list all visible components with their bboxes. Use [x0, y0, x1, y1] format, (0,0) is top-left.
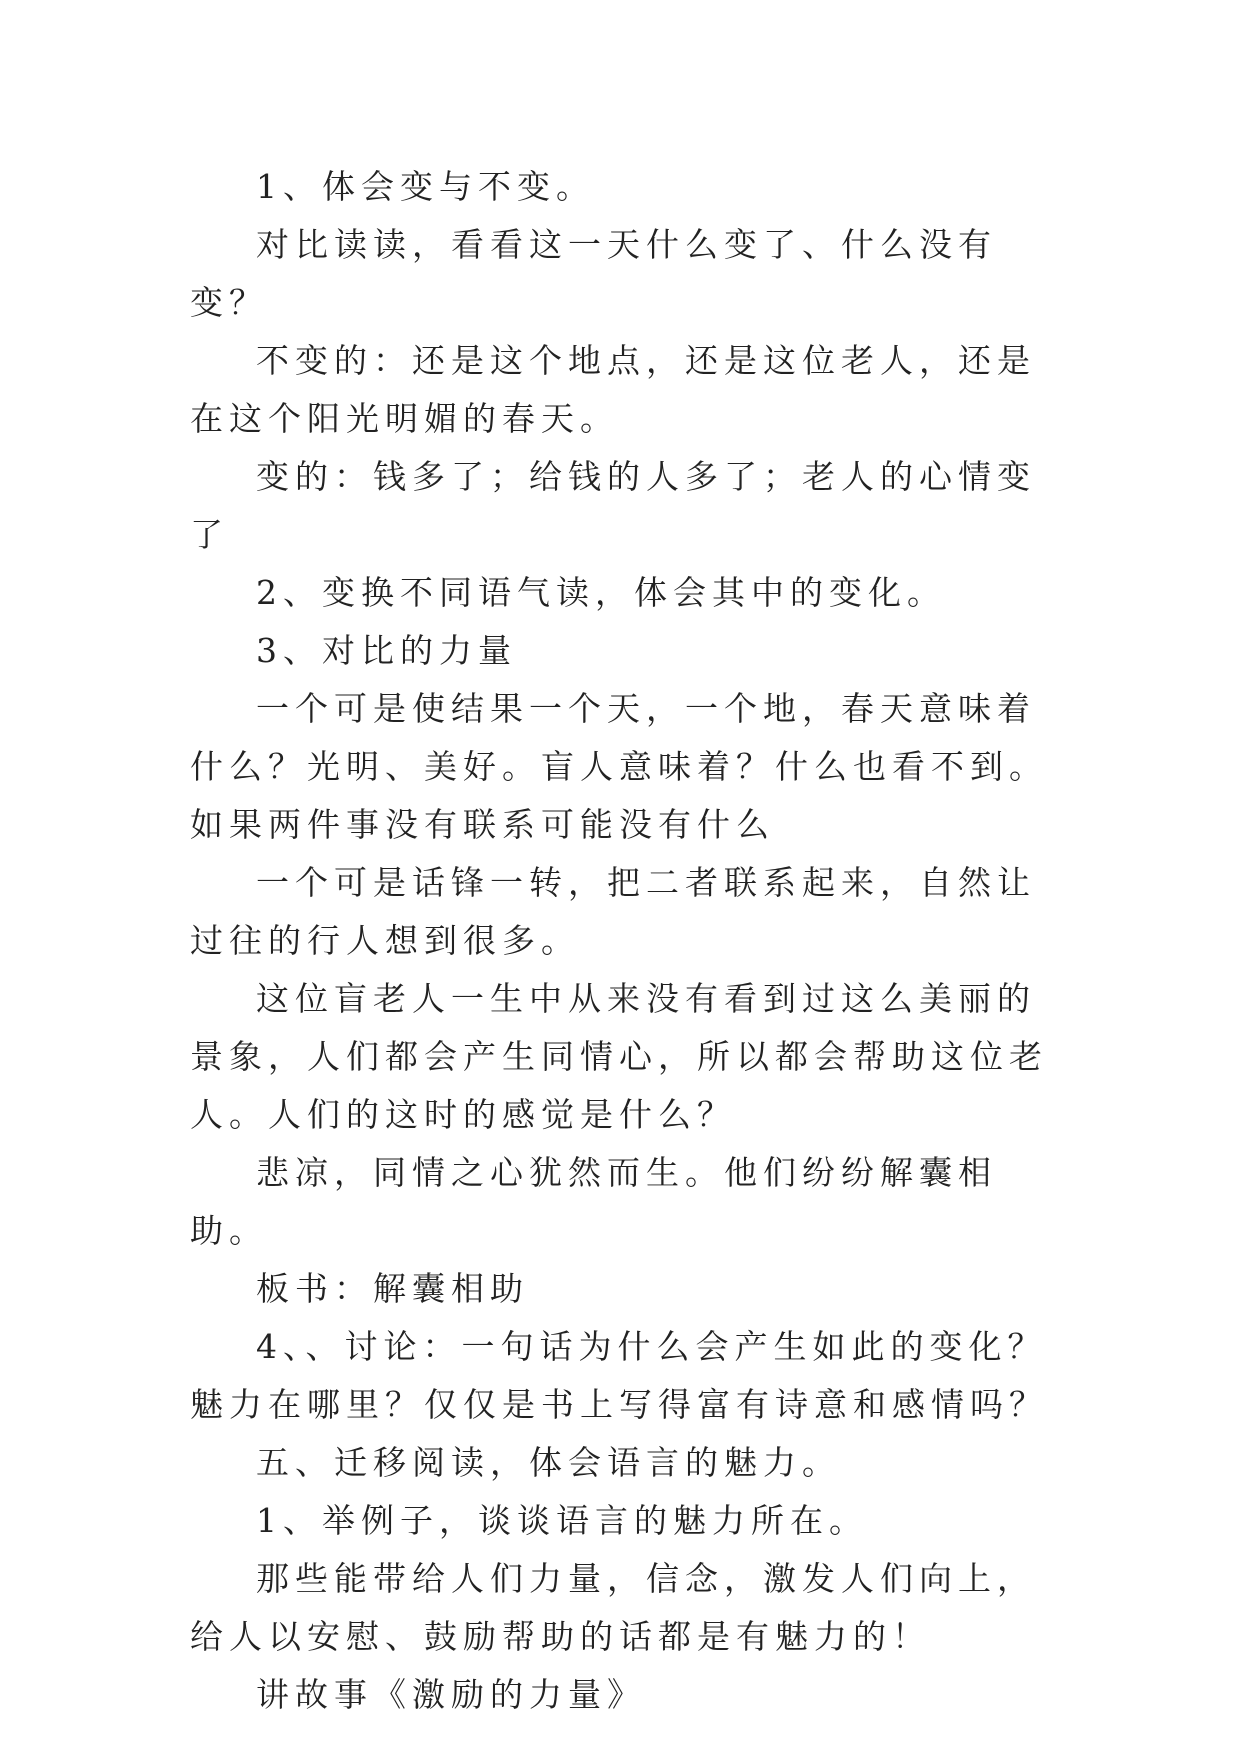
paragraph: 对比读读，看看这一天什么变了、什么没有变？: [190, 225, 997, 322]
paragraph: 2、变换不同语气读，体会其中的变化。: [256, 573, 946, 612]
paragraph: 1、举例子，谈谈语言的魅力所在。: [256, 1501, 868, 1540]
paragraph: 悲凉，同情之心犹然而生。他们纷纷解囊相助。: [190, 1153, 997, 1250]
paragraph: 五、迁移阅读，体会语言的魅力。: [256, 1443, 841, 1482]
paragraph: 3、对比的力量: [256, 631, 517, 670]
paragraph: 不变的：还是这个地点，还是这位老人，还是在这个阳光明媚的春天。: [190, 341, 1036, 438]
paragraph: 这位盲老人一生中从来没有看到过这么美丽的景象，人们都会产生同情心，所以都会帮助这位老人。人们的这时的感觉是什么？: [190, 979, 1048, 1134]
paragraph: 1、体会变与不变。: [256, 167, 595, 206]
paragraph: 那些能带给人们力量，信念，激发人们向上，给人以安慰、鼓励帮助的话都是有魅力的！: [190, 1559, 1036, 1656]
paragraph: 变的：钱多了；给钱的人多了；老人的心情变了: [190, 457, 1036, 554]
paragraph: 板书：解囊相助: [256, 1269, 529, 1308]
paragraph: 一个可是使结果一个天，一个地，春天意味着什么？光明、美好。盲人意味着？什么也看不到。如果两件事没有联系可能没有什么: [190, 689, 1048, 844]
paragraph: 4、、讨论：一句话为什么会产生如此的变化？魅力在哪里？仅仅是书上写得富有诗意和感情吗？: [190, 1327, 1048, 1424]
paragraph: 一个可是话锋一转，把二者联系起来，自然让过往的行人想到很多。: [190, 863, 1036, 960]
paragraph: 讲故事《激励的力量》: [256, 1675, 646, 1714]
document-body: [190, 158, 1070, 1724]
